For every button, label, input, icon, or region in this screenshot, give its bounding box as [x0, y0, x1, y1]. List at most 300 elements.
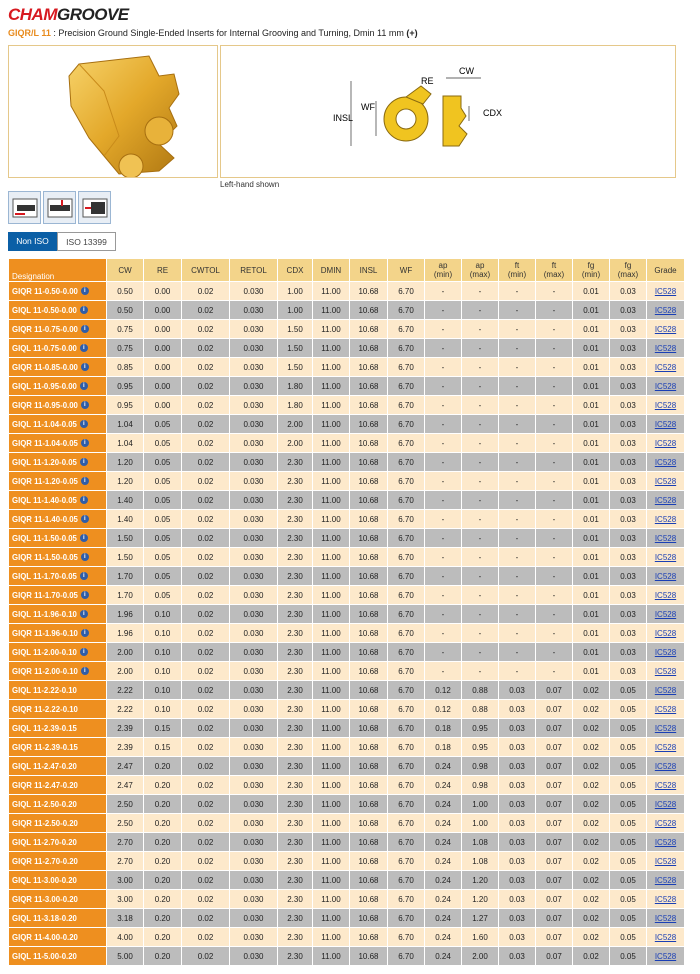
- designation-text[interactable]: GIQR 11-2.50-0.20: [12, 818, 78, 828]
- value-cell: 1.00: [278, 282, 313, 301]
- dimension-drawing: [220, 45, 676, 178]
- value-cell: 10.68: [350, 434, 388, 453]
- table-row: [9, 757, 685, 776]
- designation-text[interactable]: GIQR 11-1.96-0.10: [12, 628, 78, 638]
- info-icon[interactable]: i: [80, 306, 88, 314]
- value-cell: 10.68: [350, 852, 388, 871]
- value-cell: -: [499, 548, 536, 567]
- value-cell: 6.70: [388, 681, 425, 700]
- value-cell: 0.02: [573, 700, 610, 719]
- value-cell: 0.03: [610, 529, 647, 548]
- value-cell: 0.75: [107, 320, 144, 339]
- grade-link[interactable]: IC528: [654, 438, 677, 448]
- value-cell: 2.70: [107, 833, 144, 852]
- table-row: [9, 434, 685, 453]
- value-cell: 0.01: [573, 396, 610, 415]
- value-cell: 2.30: [278, 719, 313, 738]
- value-cell: 0.02: [182, 567, 230, 586]
- grade-link[interactable]: IC528: [654, 457, 677, 467]
- grade-cell: [647, 738, 685, 757]
- value-cell: 0.030: [230, 510, 278, 529]
- value-cell: 0.03: [499, 757, 536, 776]
- value-cell: 0.030: [230, 909, 278, 928]
- value-cell: 0.02: [182, 434, 230, 453]
- grade-link[interactable]: IC528: [654, 761, 677, 771]
- designation-text[interactable]: GIQL 11-1.20-0.05: [12, 457, 77, 467]
- designation-text[interactable]: GIQR 11-1.70-0.05: [12, 590, 78, 600]
- grade-link[interactable]: IC528: [654, 514, 677, 524]
- value-cell: 0.20: [144, 947, 182, 966]
- designation-text[interactable]: GIQL 11-1.04-0.05: [12, 419, 77, 429]
- value-cell: -: [499, 320, 536, 339]
- value-cell: 6.70: [388, 890, 425, 909]
- value-cell: 0.02: [573, 833, 610, 852]
- designation-text[interactable]: GIQR 11-2.70-0.20: [12, 856, 78, 866]
- designation-text[interactable]: GIQL 11-2.70-0.20: [12, 837, 77, 847]
- grade-link[interactable]: IC528: [654, 362, 677, 372]
- grade-cell: [647, 567, 685, 586]
- info-icon[interactable]: i: [80, 534, 88, 542]
- table-row: [9, 529, 685, 548]
- value-cell: 10.68: [350, 586, 388, 605]
- value-cell: 6.70: [388, 548, 425, 567]
- grade-link[interactable]: IC528: [654, 609, 677, 619]
- value-cell: 0.02: [182, 643, 230, 662]
- grade-cell: [647, 358, 685, 377]
- value-cell: 6.70: [388, 871, 425, 890]
- grade-link[interactable]: IC528: [654, 343, 677, 353]
- table-row: [9, 396, 685, 415]
- value-cell: 11.00: [313, 890, 350, 909]
- value-cell: 0.24: [425, 928, 462, 947]
- value-cell: 0.030: [230, 928, 278, 947]
- value-cell: -: [462, 567, 499, 586]
- info-icon[interactable]: i: [81, 439, 89, 447]
- value-cell: 11.00: [313, 605, 350, 624]
- designation-text[interactable]: GIQR 11-1.40-0.05: [12, 514, 78, 524]
- grade-link[interactable]: IC528: [654, 495, 677, 505]
- value-cell: 0.03: [499, 909, 536, 928]
- value-cell: 0.02: [182, 681, 230, 700]
- value-cell: 0.02: [182, 415, 230, 434]
- grade-link[interactable]: IC528: [654, 780, 677, 790]
- value-cell: 6.70: [388, 377, 425, 396]
- info-icon[interactable]: i: [80, 458, 88, 466]
- designation-text[interactable]: GIQR 11-0.85-0.00: [12, 362, 78, 372]
- designation-text[interactable]: GIQL 11-1.40-0.05: [12, 495, 77, 505]
- designation-text[interactable]: GIQL 11-1.50-0.05: [12, 533, 77, 543]
- grade-link[interactable]: IC528: [654, 647, 677, 657]
- value-cell: 0.01: [573, 529, 610, 548]
- designation-text[interactable]: GIQL 11-1.70-0.05: [12, 571, 77, 581]
- designation-text[interactable]: GIQR 11-1.04-0.05: [12, 438, 78, 448]
- value-cell: -: [425, 415, 462, 434]
- grade-link[interactable]: IC528: [654, 951, 677, 961]
- value-cell: -: [499, 415, 536, 434]
- grade-link[interactable]: IC528: [654, 875, 677, 885]
- table-row: [9, 605, 685, 624]
- column-header: ap (min): [425, 259, 462, 282]
- value-cell: 2.50: [107, 814, 144, 833]
- value-cell: 0.03: [499, 852, 536, 871]
- value-cell: 0.03: [610, 548, 647, 567]
- value-cell: 2.30: [278, 928, 313, 947]
- tab-iso-13399[interactable]: ISO 13399: [57, 232, 116, 251]
- designation-text[interactable]: GIQL 11-0.50-0.00: [12, 305, 77, 315]
- value-cell: 0.05: [144, 491, 182, 510]
- value-cell: 10.68: [350, 320, 388, 339]
- value-cell: -: [462, 643, 499, 662]
- value-cell: 0.02: [573, 795, 610, 814]
- value-cell: 11.00: [313, 871, 350, 890]
- grade-link[interactable]: IC528: [654, 666, 677, 676]
- grade-link[interactable]: IC528: [654, 419, 677, 429]
- value-cell: 11.00: [313, 909, 350, 928]
- info-icon[interactable]: i: [81, 591, 89, 599]
- value-cell: 0.01: [573, 377, 610, 396]
- value-cell: 2.30: [278, 510, 313, 529]
- value-cell: -: [536, 605, 573, 624]
- designation-cell: [9, 358, 107, 377]
- value-cell: 0.02: [182, 586, 230, 605]
- value-cell: 0.07: [536, 947, 573, 966]
- value-cell: 0.03: [499, 814, 536, 833]
- designation-text[interactable]: GIQL 11-2.50-0.20: [12, 799, 77, 809]
- designation-text[interactable]: GIQL 11-3.18-0.20: [12, 913, 77, 923]
- column-header: CDX: [278, 259, 313, 282]
- value-cell: 11.00: [313, 510, 350, 529]
- designation-cell: [9, 776, 107, 795]
- value-cell: -: [462, 605, 499, 624]
- value-cell: 11.00: [313, 282, 350, 301]
- value-cell: -: [536, 320, 573, 339]
- value-cell: 11.00: [313, 662, 350, 681]
- value-cell: 0.07: [536, 852, 573, 871]
- designation-text[interactable]: GIQR 11-0.50-0.00: [12, 286, 78, 296]
- value-cell: 6.70: [388, 814, 425, 833]
- value-cell: 0.02: [182, 624, 230, 643]
- family-code: GIQR/L 11: [8, 28, 51, 38]
- designation-cell: [9, 681, 107, 700]
- value-cell: 0.24: [425, 757, 462, 776]
- value-cell: 11.00: [313, 320, 350, 339]
- grade-link[interactable]: IC528: [654, 894, 677, 904]
- value-cell: 0.03: [499, 871, 536, 890]
- value-cell: -: [499, 358, 536, 377]
- value-cell: 0.00: [144, 301, 182, 320]
- value-cell: 0.030: [230, 852, 278, 871]
- value-cell: 11.00: [313, 928, 350, 947]
- info-icon[interactable]: i: [81, 515, 89, 523]
- value-cell: 0.15: [144, 738, 182, 757]
- application-mode-icons: [8, 191, 111, 224]
- value-cell: 1.20: [462, 871, 499, 890]
- value-cell: 1.50: [107, 529, 144, 548]
- value-cell: 1.50: [278, 320, 313, 339]
- value-cell: 0.75: [107, 339, 144, 358]
- value-cell: 10.68: [350, 757, 388, 776]
- value-cell: 0.030: [230, 795, 278, 814]
- value-cell: 0.02: [573, 719, 610, 738]
- value-cell: 10.68: [350, 377, 388, 396]
- value-cell: 0.02: [182, 358, 230, 377]
- designation-text[interactable]: GIQL 11-2.47-0.20: [12, 761, 77, 771]
- value-cell: 11.00: [313, 396, 350, 415]
- value-cell: -: [462, 453, 499, 472]
- value-cell: 0.03: [610, 358, 647, 377]
- value-cell: 0.03: [610, 662, 647, 681]
- grade-link[interactable]: IC528: [654, 571, 677, 581]
- grade-link[interactable]: IC528: [654, 685, 677, 695]
- grade-cell: [647, 643, 685, 662]
- info-icon[interactable]: i: [81, 477, 89, 485]
- value-cell: 11.00: [313, 339, 350, 358]
- value-cell: 0.01: [573, 662, 610, 681]
- grade-link[interactable]: IC528: [654, 305, 677, 315]
- value-cell: 10.68: [350, 643, 388, 662]
- designation-cell: [9, 339, 107, 358]
- grade-link[interactable]: IC528: [654, 723, 677, 733]
- value-cell: 10.68: [350, 776, 388, 795]
- value-cell: 10.68: [350, 719, 388, 738]
- designation-text[interactable]: GIQR 11-4.00-0.20: [12, 932, 78, 942]
- grade-link[interactable]: IC528: [654, 286, 677, 296]
- column-header: CWTOL: [182, 259, 230, 282]
- value-cell: 0.20: [144, 814, 182, 833]
- value-cell: 10.68: [350, 662, 388, 681]
- label-wf: WF: [361, 102, 375, 112]
- value-cell: -: [499, 434, 536, 453]
- grade-link[interactable]: IC528: [654, 324, 677, 334]
- internal-grooving-icon[interactable]: [8, 191, 41, 224]
- designation-cell: [9, 434, 107, 453]
- info-icon[interactable]: i: [81, 287, 89, 295]
- value-cell: 6.70: [388, 928, 425, 947]
- page-subtitle: [8, 28, 418, 38]
- grade-link[interactable]: IC528: [654, 533, 677, 543]
- info-icon[interactable]: i: [81, 401, 89, 409]
- value-cell: 0.02: [573, 890, 610, 909]
- value-cell: 0.00: [144, 396, 182, 415]
- table-row: [9, 624, 685, 643]
- value-cell: 0.03: [610, 301, 647, 320]
- chamgroove-logo: [8, 5, 129, 23]
- grade-link[interactable]: IC528: [654, 818, 677, 828]
- info-icon[interactable]: i: [81, 629, 89, 637]
- value-cell: 0.07: [536, 681, 573, 700]
- value-cell: 0.05: [144, 415, 182, 434]
- value-cell: 0.07: [536, 928, 573, 947]
- designation-text[interactable]: GIQR 11-2.39-0.15: [12, 742, 78, 752]
- designation-text[interactable]: GIQL 11-0.75-0.00: [12, 343, 77, 353]
- info-icon[interactable]: i: [80, 648, 88, 656]
- grade-cell: [647, 320, 685, 339]
- table-row: [9, 339, 685, 358]
- designation-text[interactable]: GIQR 11-1.50-0.05: [12, 552, 78, 562]
- value-cell: -: [425, 662, 462, 681]
- value-cell: 0.20: [144, 833, 182, 852]
- info-icon[interactable]: i: [80, 420, 88, 428]
- value-cell: 1.20: [462, 890, 499, 909]
- grade-link[interactable]: IC528: [654, 799, 677, 809]
- value-cell: 0.24: [425, 890, 462, 909]
- designation-cell: [9, 491, 107, 510]
- value-cell: 0.95: [107, 377, 144, 396]
- designation-text[interactable]: GIQL 11-0.95-0.00: [12, 381, 77, 391]
- face-grooving-icon[interactable]: [78, 191, 111, 224]
- grade-cell: [647, 776, 685, 795]
- value-cell: 6.70: [388, 852, 425, 871]
- value-cell: -: [462, 491, 499, 510]
- value-cell: 0.02: [182, 833, 230, 852]
- grooving-turning-icon[interactable]: [43, 191, 76, 224]
- grade-cell: [647, 757, 685, 776]
- grade-cell: [647, 928, 685, 947]
- grade-link[interactable]: IC528: [654, 704, 677, 714]
- value-cell: 6.70: [388, 453, 425, 472]
- info-icon[interactable]: i: [80, 344, 88, 352]
- value-cell: -: [462, 434, 499, 453]
- value-cell: 0.02: [573, 776, 610, 795]
- info-icon[interactable]: i: [81, 553, 89, 561]
- value-cell: -: [536, 624, 573, 643]
- value-cell: 0.030: [230, 339, 278, 358]
- value-cell: -: [499, 282, 536, 301]
- designation-text[interactable]: GIQL 11-2.22-0.10: [12, 685, 77, 695]
- designation-text[interactable]: GIQR 11-2.00-0.10: [12, 666, 78, 676]
- value-cell: 0.02: [182, 700, 230, 719]
- value-cell: 0.030: [230, 833, 278, 852]
- designation-text[interactable]: GIQR 11-3.00-0.20: [12, 894, 78, 904]
- designation-cell: [9, 396, 107, 415]
- designation-text[interactable]: GIQL 11-1.96-0.10: [12, 609, 77, 619]
- info-icon[interactable]: i: [80, 610, 88, 618]
- value-cell: 6.70: [388, 434, 425, 453]
- info-icon[interactable]: i: [81, 363, 89, 371]
- value-cell: 2.00: [462, 947, 499, 966]
- value-cell: 0.01: [573, 320, 610, 339]
- designation-cell: [9, 909, 107, 928]
- value-cell: 0.05: [144, 586, 182, 605]
- value-cell: 0.01: [573, 510, 610, 529]
- table-row: [9, 453, 685, 472]
- designation-text[interactable]: GIQR 11-0.75-0.00: [12, 324, 78, 334]
- info-icon[interactable]: i: [80, 382, 88, 390]
- value-cell: 0.030: [230, 567, 278, 586]
- value-cell: -: [499, 643, 536, 662]
- value-cell: 10.68: [350, 947, 388, 966]
- value-cell: -: [499, 529, 536, 548]
- value-cell: 11.00: [313, 491, 350, 510]
- value-cell: 10.68: [350, 624, 388, 643]
- info-icon[interactable]: i: [81, 667, 89, 675]
- info-icon[interactable]: i: [81, 325, 89, 333]
- grade-link[interactable]: IC528: [654, 400, 677, 410]
- value-cell: 1.27: [462, 909, 499, 928]
- value-cell: 0.01: [573, 605, 610, 624]
- value-cell: 1.96: [107, 605, 144, 624]
- grade-link[interactable]: IC528: [654, 552, 677, 562]
- designation-cell: [9, 510, 107, 529]
- value-cell: 0.02: [182, 282, 230, 301]
- value-cell: 2.30: [278, 491, 313, 510]
- column-header: fg (min): [573, 259, 610, 282]
- grade-cell: [647, 795, 685, 814]
- designation-text[interactable]: GIQL 11-3.00-0.20: [12, 875, 77, 885]
- designation-cell: [9, 719, 107, 738]
- grade-link[interactable]: IC528: [654, 932, 677, 942]
- value-cell: 0.20: [144, 871, 182, 890]
- designation-text[interactable]: GIQR 11-2.22-0.10: [12, 704, 78, 714]
- grade-link[interactable]: IC528: [654, 381, 677, 391]
- value-cell: -: [425, 510, 462, 529]
- info-icon[interactable]: i: [80, 572, 88, 580]
- logo-groove: GROOVE: [57, 5, 129, 24]
- value-cell: 0.03: [610, 396, 647, 415]
- grade-link[interactable]: IC528: [654, 476, 677, 486]
- value-cell: 0.02: [182, 510, 230, 529]
- value-cell: 6.70: [388, 719, 425, 738]
- value-cell: -: [462, 662, 499, 681]
- value-cell: 0.03: [610, 339, 647, 358]
- value-cell: 0.02: [573, 814, 610, 833]
- designation-cell: [9, 871, 107, 890]
- grade-link[interactable]: IC528: [654, 913, 677, 923]
- info-icon[interactable]: i: [80, 496, 88, 504]
- value-cell: 0.01: [573, 472, 610, 491]
- grade-link[interactable]: IC528: [654, 590, 677, 600]
- value-cell: 10.68: [350, 909, 388, 928]
- grade-link[interactable]: IC528: [654, 856, 677, 866]
- value-cell: 6.70: [388, 339, 425, 358]
- value-cell: -: [425, 586, 462, 605]
- designation-text[interactable]: GIQL 11-2.00-0.10: [12, 647, 77, 657]
- value-cell: 0.24: [425, 852, 462, 871]
- designation-cell: [9, 852, 107, 871]
- value-cell: 0.05: [144, 472, 182, 491]
- designation-text[interactable]: GIQR 11-0.95-0.00: [12, 400, 78, 410]
- tab-non-iso[interactable]: Non ISO: [8, 232, 57, 251]
- grade-cell: [647, 415, 685, 434]
- designation-text[interactable]: GIQL 11-5.00-0.20: [12, 951, 77, 961]
- column-header: RETOL: [230, 259, 278, 282]
- grade-link[interactable]: IC528: [654, 742, 677, 752]
- expand-toggle[interactable]: (+): [406, 28, 418, 38]
- value-cell: 10.68: [350, 453, 388, 472]
- value-cell: -: [536, 643, 573, 662]
- designation-cell: [9, 301, 107, 320]
- designation-text[interactable]: GIQR 11-2.47-0.20: [12, 780, 78, 790]
- value-cell: 11.00: [313, 776, 350, 795]
- value-cell: 0.03: [610, 320, 647, 339]
- value-cell: 10.68: [350, 833, 388, 852]
- grade-link[interactable]: IC528: [654, 628, 677, 638]
- grade-cell: [647, 586, 685, 605]
- value-cell: 0.05: [610, 947, 647, 966]
- value-cell: 0.02: [182, 928, 230, 947]
- value-cell: 0.05: [610, 795, 647, 814]
- designation-text[interactable]: GIQR 11-1.20-0.05: [12, 476, 78, 486]
- value-cell: 0.05: [144, 548, 182, 567]
- value-cell: 0.12: [425, 681, 462, 700]
- value-cell: 6.70: [388, 510, 425, 529]
- value-cell: -: [425, 529, 462, 548]
- value-cell: 2.70: [107, 852, 144, 871]
- value-cell: 0.50: [107, 301, 144, 320]
- designation-text[interactable]: GIQL 11-2.39-0.15: [12, 723, 77, 733]
- value-cell: 0.030: [230, 890, 278, 909]
- grade-link[interactable]: IC528: [654, 837, 677, 847]
